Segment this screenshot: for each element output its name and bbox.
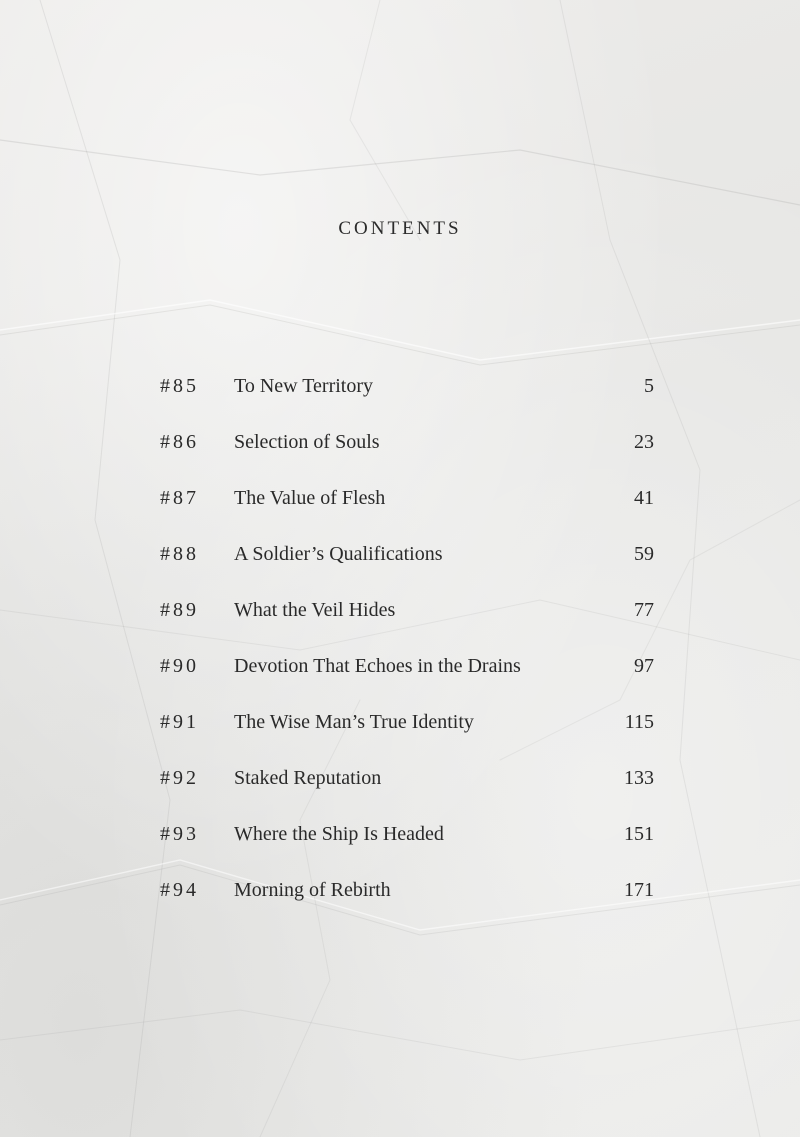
toc-entry <box>160 872 660 928</box>
page-number: 59 <box>634 543 654 565</box>
chapter-title: A Soldier’s Qualifications <box>234 543 443 565</box>
page-number: 23 <box>634 431 654 453</box>
page-number: 151 <box>624 823 654 845</box>
chapter-title: Where the Ship Is Headed <box>234 823 444 845</box>
page-number: 5 <box>644 375 654 397</box>
chapter-number: #89 <box>160 599 199 621</box>
chapter-title: Staked Reputation <box>234 767 382 789</box>
page-number: 133 <box>624 767 654 789</box>
chapter-title: The Wise Man’s True Identity <box>234 711 474 733</box>
chapter-number: #93 <box>160 823 199 845</box>
chapter-number: #94 <box>160 879 199 901</box>
chapter-title: To New Territory <box>234 375 374 397</box>
chapter-title: Devotion That Echoes in the Drains <box>234 655 521 677</box>
chapter-number: #88 <box>160 543 199 565</box>
page-number: 77 <box>634 599 654 621</box>
chapter-title: Morning of Rebirth <box>234 879 391 901</box>
chapter-title: Selection of Souls <box>234 431 380 453</box>
table-of-contents <box>160 368 660 928</box>
chapter-number: #91 <box>160 711 199 733</box>
toc-entry <box>160 648 660 704</box>
toc-entry <box>160 704 660 760</box>
page-number: 115 <box>624 711 654 733</box>
toc-entry <box>160 760 660 816</box>
chapter-number: #86 <box>160 431 199 453</box>
toc-entry <box>160 816 660 872</box>
toc-entry <box>160 592 660 648</box>
chapter-number: #87 <box>160 487 199 509</box>
toc-entry <box>160 424 660 480</box>
toc-entry <box>160 536 660 592</box>
chapter-title: What the Veil Hides <box>234 599 396 621</box>
toc-entry <box>160 368 660 424</box>
chapter-number: #85 <box>160 375 199 397</box>
chapter-number: #92 <box>160 767 199 789</box>
page-title: CONTENTS <box>338 218 462 239</box>
page-number: 171 <box>624 879 654 901</box>
chapter-title: The Value of Flesh <box>234 487 386 509</box>
page-number: 41 <box>634 487 654 509</box>
toc-entry <box>160 480 660 536</box>
page-number: 97 <box>634 655 654 677</box>
chapter-number: #90 <box>160 655 199 677</box>
